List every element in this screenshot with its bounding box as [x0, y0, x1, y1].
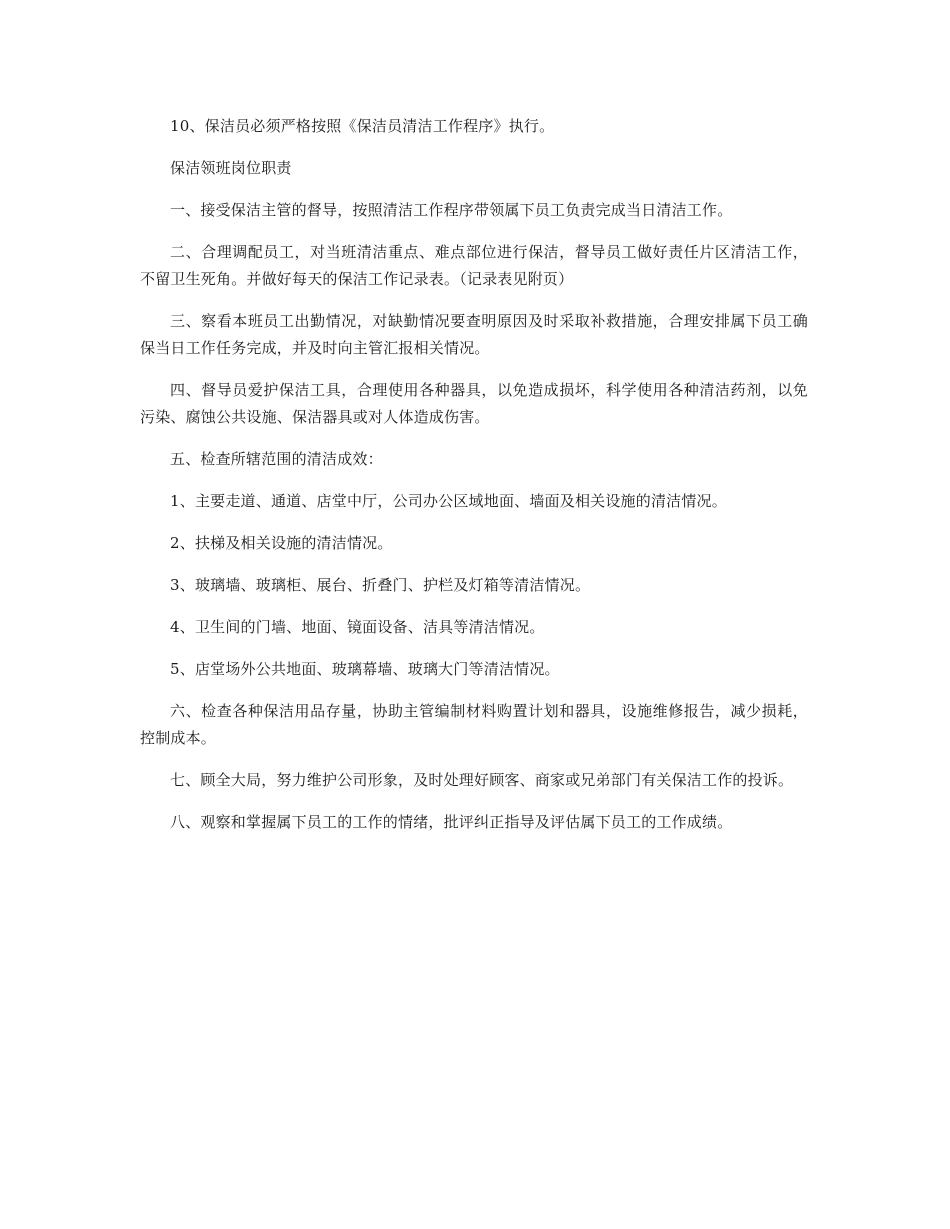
- paragraph-item-10: 10、保洁员必须严格按照《保洁员清洁工作程序》执行。: [170, 117, 555, 135]
- duty-4: 四、督导员爱护保洁工具，合理使用各种器具，以免造成损坏，科学使用各种清洁药剂，以免污染、腐蚀公共设施、保洁器具或对人体造成伤害。: [140, 381, 808, 426]
- duty-5-item-4: 4、卫生间的门墙、地面、镜面设备、洁具等清洁情况。: [170, 618, 545, 636]
- duty-2: 二、合理调配员工，对当班清洁重点、难点部位进行保洁，督导员工做好责任片区清洁工作，不留卫生死角。并做好每天的保洁工作记录表。（记录表见附页）: [140, 243, 808, 288]
- duty-5-item-1: 1、主要走道、通道、店堂中厅，公司办公区域地面、墙面及相关设施的清洁情况。: [170, 492, 727, 510]
- duty-5: 五、检查所辖范围的清洁成效：: [170, 450, 383, 468]
- duty-5-item-2: 2、扶梯及相关设施的清洁情况。: [170, 534, 393, 552]
- duty-6: 六、检查各种保洁用品存量，协助主管编制材料购置计划和器具，设施维修报告，减少损耗，控制成本。: [140, 702, 808, 747]
- duty-7: 七、顾全大局，努力维护公司形象，及时处理好顾客、商家或兄弟部门有关保洁工作的投诉。: [170, 771, 794, 789]
- duty-5-item-3: 3、玻璃墙、玻璃柜、展台、折叠门、护栏及灯箱等清洁情况。: [170, 576, 591, 594]
- duty-1: 一、接受保洁主管的督导，按照清洁工作程序带领属下员工负责完成当日清洁工作。: [170, 201, 733, 219]
- document-body: [140, 113, 808, 851]
- duty-5-item-5: 5、店堂场外公共地面、玻璃幕墙、玻璃大门等清洁情况。: [170, 660, 560, 678]
- duty-8: 八、观察和掌握属下员工的工作的情绪，批评纠正指导及评估属下员工的工作成绩。: [170, 813, 733, 831]
- duty-3: 三、察看本班员工出勤情况，对缺勤情况要查明原因及时采取补救措施，合理安排属下员工确保当日工作任务完成，并及时向主管汇报相关情况。: [140, 312, 808, 357]
- section-heading: 保洁领班岗位职责: [170, 159, 292, 177]
